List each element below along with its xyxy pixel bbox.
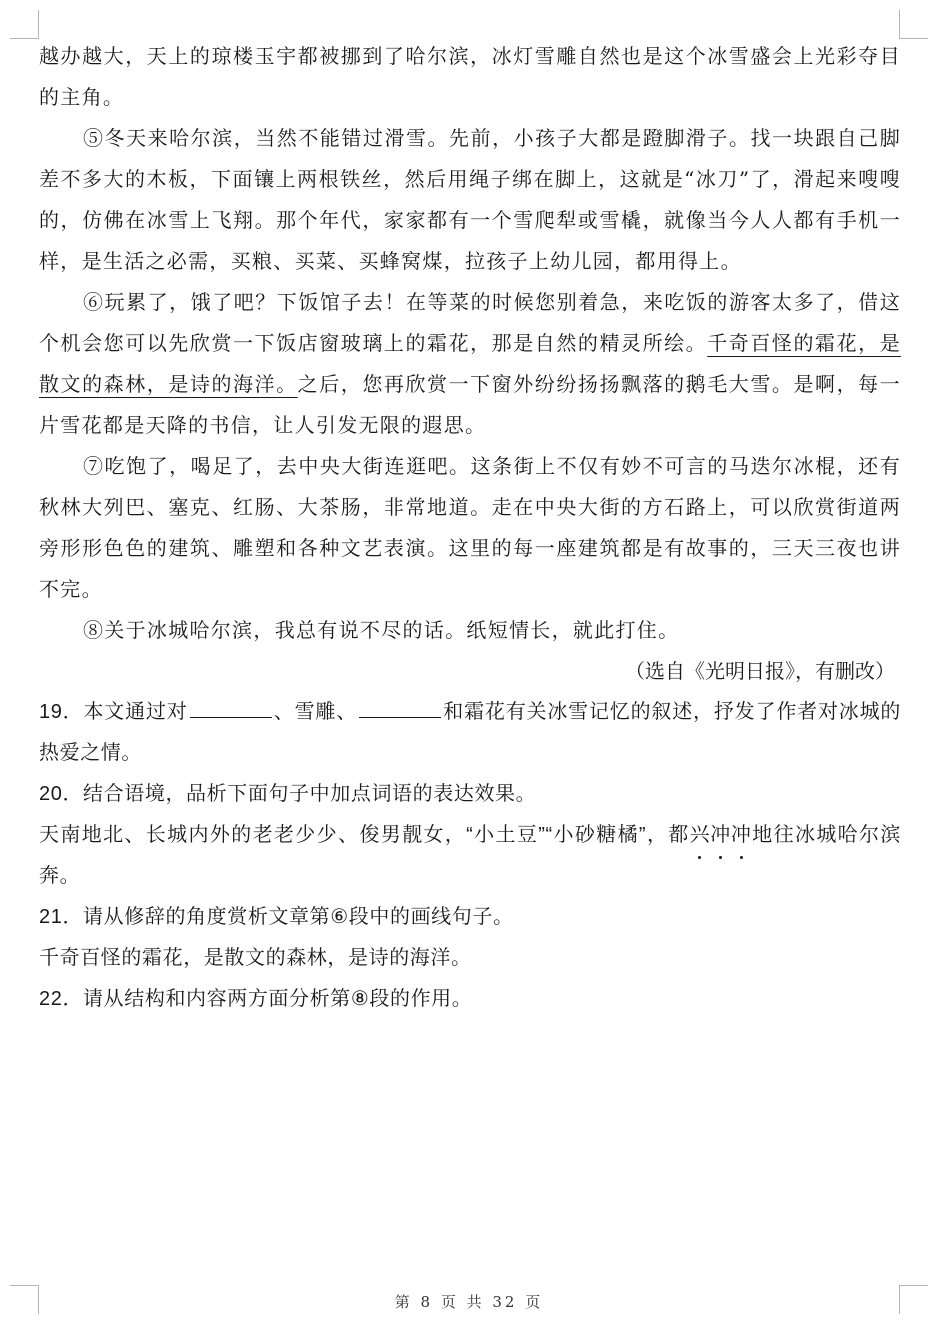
question-21-quote: 千奇百怪的霜花，是散文的森林，是诗的海洋。 xyxy=(39,947,472,969)
answer-blank-2[interactable] xyxy=(359,695,441,718)
paragraph-8: ⑧关于冰城哈尔滨，我总有说不尽的话。纸短情长，就此打住。 xyxy=(83,618,680,642)
question-20: 20．结合语境，品析下面句子中加点词语的表达效果。 xyxy=(39,783,537,805)
question-20-quote xyxy=(39,815,901,897)
dotted-word-char-3: 冲 xyxy=(731,815,752,856)
question-19-part-b: 、雪雕、 xyxy=(273,701,358,723)
paragraph-5: ⑤冬天来哈尔滨，当然不能错过滑雪。先前，小孩子大都是蹬脚滑子。找一块跟自己脚差不多大的木板，下面镶上两根铁丝，然后用绳子绑在脚上，这就是“冰刀”了，滑起来嗖嗖的，仿佛在冰雪上飞翔。那个年代，家家都有一个雪爬犁或雪橇，就像当今人人都有手机一样，是生活之必需，买粮、买菜、买蜂窝煤，拉孩子上幼儿园，都用得上。 xyxy=(39,126,901,273)
question-21: 21．请从修辞的角度赏析文章第⑥段中的画线句子。 xyxy=(39,906,514,928)
question-22: 22．请从结构和内容两方面分析第⑧段的作用。 xyxy=(39,988,473,1010)
quote-text-end: 地往冰城哈尔滨奔。 xyxy=(39,824,901,887)
paragraph-6-start: ⑥玩累了，饿了吧？下饭馆子去！在等菜的时候您别着急，来吃饭的游客太多了，借这个机会您可以先欣赏一下饭店窗玻璃上的霜花，那是自然的精灵所绘。 xyxy=(39,290,901,355)
quote-text-start: 天南地北、长城内外的老老少少、俊男靓女，“小土豆”“小砂糖橘”，都 xyxy=(39,824,690,846)
dotted-word-char-1: 兴 xyxy=(690,815,711,856)
paragraph-continued: 越办越大，天上的琼楼玉宇都被挪到了哈尔滨，冰灯雪雕自然也是这个冰雪盛会上光彩夺目的主角。 xyxy=(39,44,901,109)
question-19-part-c: 和霜花有关冰雪记忆的叙述，抒发了作者对冰城的热爱之情。 xyxy=(39,701,901,764)
underlined-sentence: 千奇百怪的霜花，是散文的森林，是诗的海洋。 xyxy=(39,331,901,396)
question-19-part-a: 19．本文通过对 xyxy=(39,701,188,723)
crop-mark-top-left xyxy=(10,10,39,39)
dotted-word-char-2: 冲 xyxy=(710,815,731,856)
page-number: 第 8 页 共 32 页 xyxy=(394,1293,544,1311)
source-citation: （选自《光明日报》，有删改） xyxy=(625,659,895,683)
paragraph-6-end: 之后，您再欣赏一下窗外纷纷扬扬飘落的鹅毛大雪。是啊，每一片雪花都是天降的书信，让人引发无限的遐思。 xyxy=(39,372,901,437)
question-19 xyxy=(39,692,901,774)
answer-blank-1[interactable] xyxy=(190,695,272,718)
page-content xyxy=(39,36,901,1020)
crop-mark-top-right xyxy=(899,10,928,39)
paragraph-7: ⑦吃饱了，喝足了，去中央大街连逛吧。这条街上不仅有妙不可言的马迭尔冰棍，还有秋林大列巴、塞克、红肠、大茶肠，非常地道。走在中央大街的方石路上，可以欣赏街道两旁形形色色的建筑、雕塑和各种文艺表演。这里的每一座建筑都是有故事的，三天三夜也讲不完。 xyxy=(39,454,901,601)
paragraph-6 xyxy=(39,282,901,446)
